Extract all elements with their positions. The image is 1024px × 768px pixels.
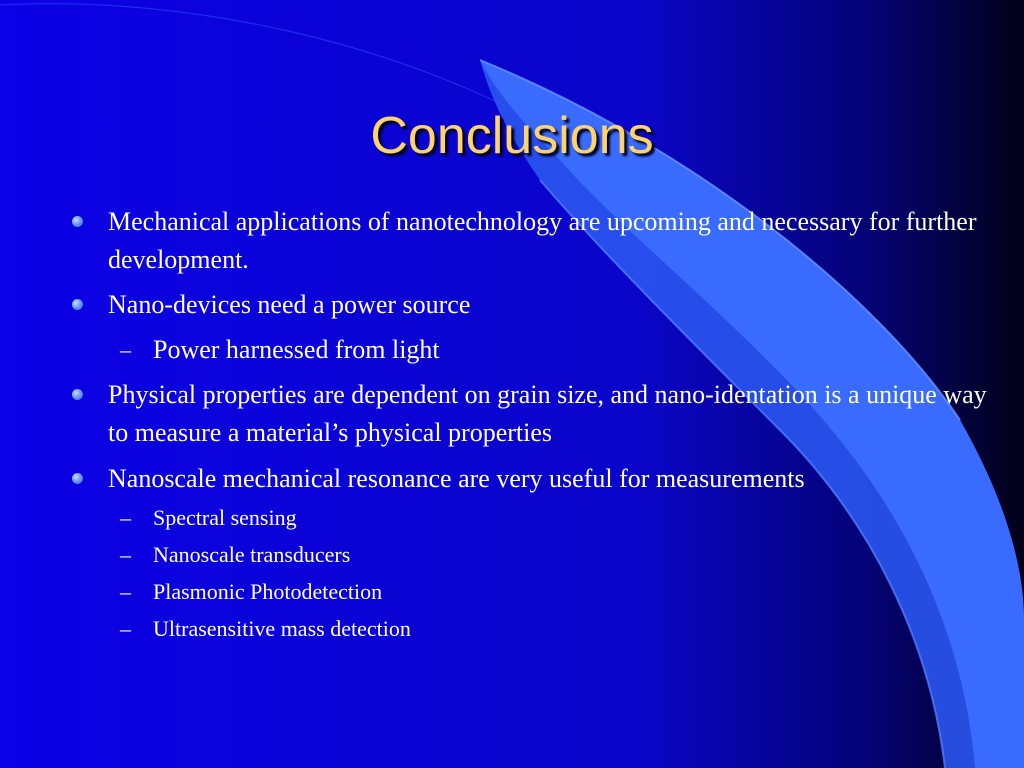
dash-icon: – (120, 542, 131, 567)
sub-item-spectral-sensing: Spectral sensing (153, 505, 297, 530)
dash-icon: – (120, 579, 131, 604)
dash-icon: – (120, 616, 131, 641)
bullet-dot-icon (72, 299, 83, 310)
sub-item-power-light: Power harnessed from light (153, 335, 440, 364)
bullet-dot-icon (72, 389, 83, 400)
slide-title: Conclusions (370, 107, 654, 165)
bullet-dot-icon (72, 216, 83, 227)
sub-item-mass-detection: Ultrasensitive mass detection (153, 616, 411, 641)
bullet-dot-icon (72, 473, 83, 484)
sub-item-plasmonic-photodetection: Plasmonic Photodetection (153, 579, 383, 604)
bullet-item-2: Nano-devices need a power source (108, 290, 471, 319)
bullet-item-1: Mechanical applications of nanotechnology are upcoming and necessary for further development. (108, 207, 977, 274)
sub-item-nanoscale-transducers: Nanoscale transducers (153, 542, 351, 567)
bullet-item-4: Nanoscale mechanical resonance are very useful for measurements (108, 464, 805, 493)
bullet-item-3: Physical properties are dependent on grain size, and nano-identation is a unique way to measure a material’s physical properties (108, 380, 987, 447)
dash-icon: – (120, 505, 131, 530)
dash-icon: – (120, 337, 131, 362)
